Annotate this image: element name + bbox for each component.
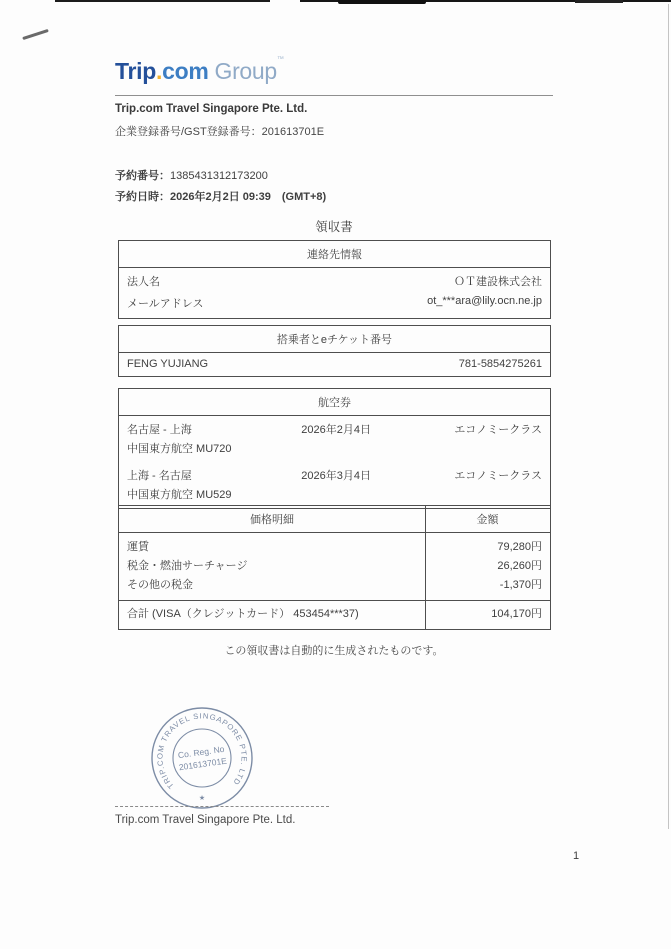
seal-outer-ring — [152, 708, 252, 808]
price-item-amount: -1,370円 — [499, 579, 542, 591]
contact-value: ot_***ara@lily.ocn.ne.jp — [427, 295, 542, 307]
price-table-column-divider — [425, 506, 426, 629]
price-table — [118, 505, 551, 630]
booking-number-line — [115, 167, 553, 183]
booking-datetime-label: 予約日時： — [115, 191, 170, 203]
header-divider — [115, 95, 553, 96]
table-row — [119, 576, 550, 595]
flight-table — [118, 388, 551, 509]
price-item-label: 運賃 — [127, 541, 149, 553]
contact-info-table — [118, 240, 551, 319]
company-seal-stamp — [147, 703, 257, 813]
eticket-number: 781-5854275261 — [458, 358, 542, 370]
table-row — [119, 462, 550, 508]
table-row — [119, 353, 550, 376]
total-label: 合計 (VISA（クレジットカード） 453454***37) — [127, 608, 359, 620]
tripcom-group-logo — [115, 56, 553, 85]
auto-generated-note: この領収書は自動的に生成されたものです。 — [224, 645, 444, 657]
table-row — [119, 294, 550, 318]
passenger-ticket-table — [118, 325, 551, 377]
logo-trademark: ™ — [276, 56, 284, 63]
price-item-amount: 79,280円 — [497, 541, 542, 553]
issuer-company-name: Trip.com Travel Singapore Pte. Ltd. — [115, 103, 308, 115]
booking-number-label: 予約番号： — [115, 170, 170, 182]
flight-route: 名古屋 - 上海 — [127, 424, 192, 436]
contact-value: ＯＴ建設株式会社 — [454, 276, 542, 288]
flight-route-cell — [127, 469, 301, 503]
flight-route: 上海 - 名古屋 — [127, 470, 192, 482]
price-item-amount: 26,260円 — [497, 560, 542, 572]
cabin-class: エコノミークラス — [454, 470, 542, 482]
contact-label: 法人名 — [127, 276, 160, 288]
passenger-table-header: 搭乗者とeチケット番号 — [119, 326, 550, 353]
passenger-name: FENG YUJIANG — [127, 358, 209, 370]
receipt-title: 領収書 — [315, 220, 353, 234]
signature-dashed-line — [115, 806, 329, 807]
booking-datetime-line — [115, 188, 553, 204]
amount-header: 金額 — [476, 514, 499, 526]
price-detail-header: 価格明細 — [250, 514, 294, 526]
price-table-header-row — [119, 506, 550, 533]
flight-date: 2026年3月4日 — [301, 470, 372, 482]
flight-date: 2026年2月4日 — [301, 424, 372, 436]
footer-company-name: Trip.com Travel Singapore Pte. Ltd. — [115, 814, 296, 826]
logo-dot: . — [155, 58, 163, 84]
total-row — [119, 600, 550, 629]
flight-route-cell — [127, 423, 301, 457]
price-item-label: 税金・燃油サーチャージ — [127, 560, 248, 572]
booking-datetime-value: 2026年2月2日 09:39 (GMT+8) — [170, 191, 327, 203]
scan-artifact-right-edge — [668, 4, 669, 829]
scan-artifact-top — [55, 0, 270, 2]
page-number: 1 — [573, 850, 580, 862]
logo-text-trip: Trip — [115, 58, 156, 84]
scan-artifact-top — [575, 0, 623, 3]
price-item-label: その他の税金 — [127, 579, 193, 591]
seal-star-icon: ★ — [198, 795, 206, 802]
scan-artifact-top — [338, 0, 426, 4]
cabin-class: エコノミークラス — [454, 424, 542, 436]
total-amount: 104,170円 — [491, 608, 542, 620]
table-row — [119, 268, 550, 294]
seal-ring-text: TRIP.COM TRAVEL SINGAPORE PTE. LTD — [155, 711, 249, 791]
logo-text-com: com — [162, 58, 209, 84]
flight-airline: 中国東方航空 MU529 — [127, 489, 232, 501]
table-row — [119, 416, 550, 462]
contact-label: メールアドレス — [127, 298, 204, 310]
seal-co-reg-number: 201613701E — [178, 755, 228, 773]
flight-table-header: 航空券 — [119, 389, 550, 416]
gst-registration-number: 企業登録番号/GST登録番号：201613701E — [115, 126, 325, 138]
contact-table-header: 連絡先情報 — [119, 241, 550, 268]
logo-text-group: Group — [214, 58, 277, 84]
table-row — [119, 557, 550, 576]
booking-number-value: 1385431312173200 — [170, 170, 268, 182]
price-table-body — [119, 533, 550, 600]
pen-mark-artifact — [22, 29, 49, 40]
seal-co-reg-label: Co. Reg. No — [177, 743, 226, 761]
flight-airline: 中国東方航空 MU720 — [127, 443, 232, 455]
table-row — [119, 538, 550, 557]
